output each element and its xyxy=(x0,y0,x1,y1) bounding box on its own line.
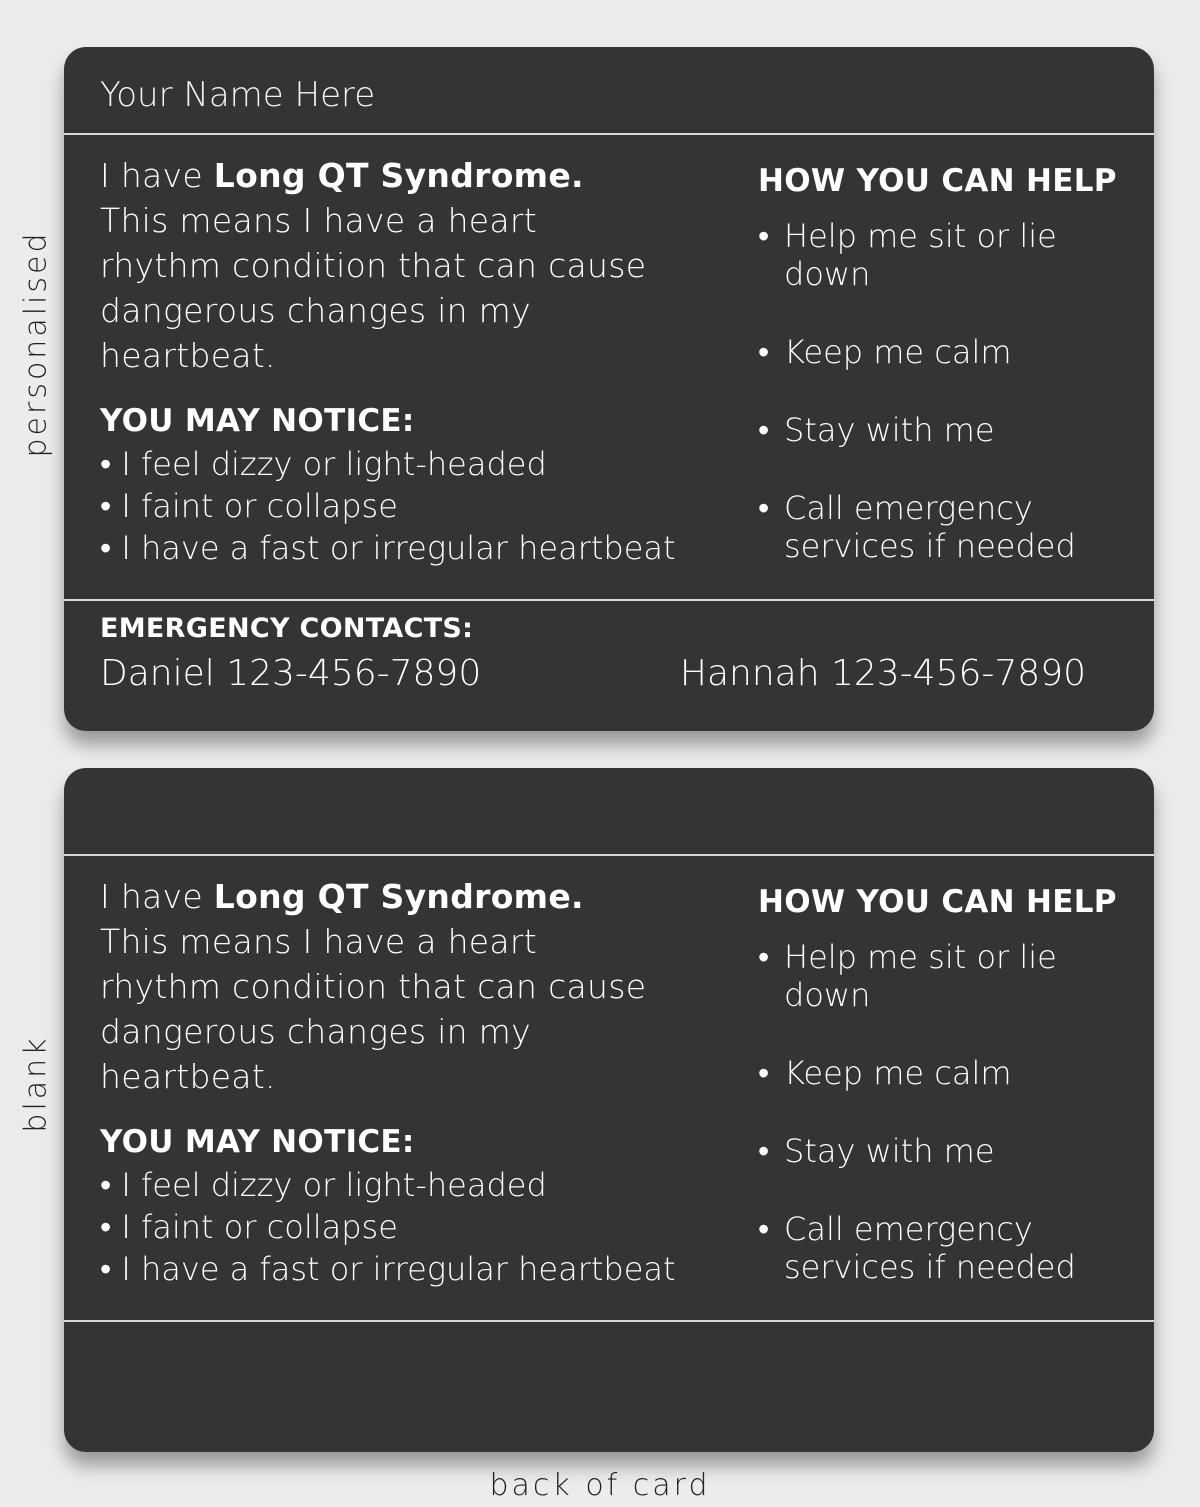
notice-item: • I feel dizzy or light-headed xyxy=(100,443,676,485)
notice-list xyxy=(100,443,676,569)
help-item: • Keep me calm xyxy=(758,333,1128,411)
blank-card xyxy=(64,768,1154,1452)
caption: back of card xyxy=(489,1468,711,1503)
divider-top xyxy=(64,854,1154,856)
condition-description xyxy=(100,153,660,378)
divider-bottom xyxy=(64,599,1154,601)
notice-title: YOU MAY NOTICE: xyxy=(100,1124,415,1160)
condition-name: Long QT Syndrome. xyxy=(213,156,584,195)
divider-top xyxy=(64,133,1154,135)
divider-bottom xyxy=(64,1320,1154,1322)
notice-title: YOU MAY NOTICE: xyxy=(100,403,415,439)
notice-list xyxy=(100,1164,676,1290)
help-list xyxy=(758,938,1128,1286)
notice-item: • I feel dizzy or light-headed xyxy=(100,1164,676,1206)
blank-label: blank xyxy=(18,1035,54,1133)
help-list xyxy=(758,217,1128,565)
help-title: HOW YOU CAN HELP xyxy=(758,163,1117,199)
personalised-label: personalised xyxy=(18,230,54,458)
intro-rest: This means I have a heart rhythm condition that can cause dangerous changes in my heartbeat. xyxy=(100,201,647,375)
condition-description xyxy=(100,874,660,1099)
help-item: • Stay with me xyxy=(758,1132,1128,1210)
help-item: • Keep me calm xyxy=(758,1054,1128,1132)
help-item: • Help me sit or lie down xyxy=(758,217,1128,333)
help-item: • Help me sit or lie down xyxy=(758,938,1128,1054)
contact-1: Daniel 123-456-7890 xyxy=(100,653,482,694)
contacts-title: EMERGENCY CONTACTS: xyxy=(100,613,474,644)
notice-item: • I have a fast or irregular heartbeat xyxy=(100,1248,676,1290)
help-item: • Stay with me xyxy=(758,411,1128,489)
help-item: • Call emergency services if needed xyxy=(758,489,1128,565)
intro-prefix: I have xyxy=(100,877,214,916)
help-item: • Call emergency services if needed xyxy=(758,1210,1128,1286)
contact-2: Hannah 123-456-7890 xyxy=(679,653,1086,694)
help-title: HOW YOU CAN HELP xyxy=(758,884,1117,920)
card-name: Your Name Here xyxy=(100,75,376,115)
condition-name: Long QT Syndrome. xyxy=(213,877,584,916)
personalised-card xyxy=(64,47,1154,731)
notice-item: • I have a fast or irregular heartbeat xyxy=(100,527,676,569)
notice-item: • I faint or collapse xyxy=(100,1206,676,1248)
intro-rest: This means I have a heart rhythm condition that can cause dangerous changes in my heartbeat. xyxy=(100,922,647,1096)
intro-prefix: I have xyxy=(100,156,214,195)
notice-item: • I faint or collapse xyxy=(100,485,676,527)
